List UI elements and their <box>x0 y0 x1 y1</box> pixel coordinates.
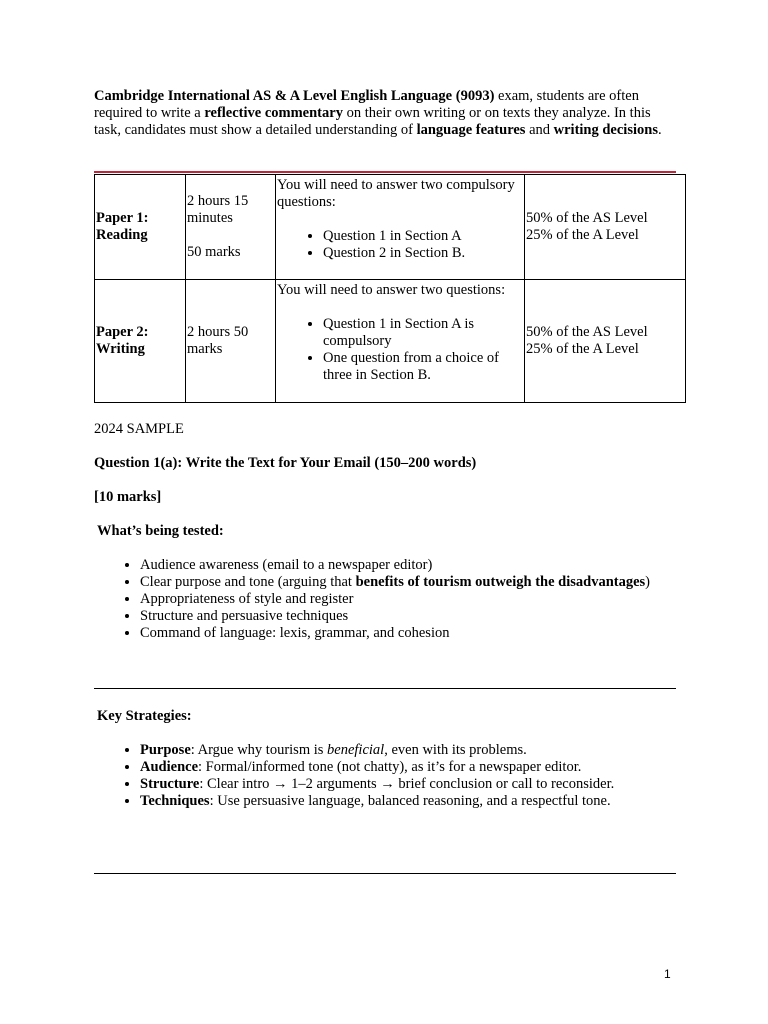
marks-text: 50 marks <box>187 244 241 260</box>
strategies-section <box>94 708 676 810</box>
sample-label: 2024 SAMPLE <box>94 421 184 437</box>
weight-a: 25% of the A Level <box>526 227 639 243</box>
strategy-text: , even with its problems. <box>384 742 527 758</box>
list-item: • Audience awareness (email to a newspaper editor) <box>140 557 676 574</box>
list-item <box>140 574 676 591</box>
list-item-bold: benefits of tourism outweigh the disadvantages <box>355 574 646 590</box>
exam-name: Cambridge International AS & A Level English Language (9093) <box>94 88 495 104</box>
strategy-italic: beneficial <box>327 742 385 758</box>
intro-bold-writing: writing decisions <box>553 122 658 138</box>
list-item: • Question 1 in Section A is compulsory <box>323 316 523 350</box>
strategy-text: : Argue why tourism is <box>190 742 328 758</box>
list-item: • Question 2 in Section B. <box>323 245 523 262</box>
list-item <box>140 776 676 793</box>
strategy-label: Techniques <box>140 793 210 809</box>
strategy-text: : Formal/informed tone (not chatty), as it’s for a newspaper editor. <box>198 759 582 775</box>
divider <box>94 873 676 874</box>
tested-list <box>94 557 676 642</box>
question-title: Question 1(a): Write the Text for Your Email (150–200 words) <box>94 455 477 471</box>
marks-label: [10 marks] <box>94 489 162 505</box>
intro-text-3: and <box>525 122 554 138</box>
strategy-label: Purpose <box>140 742 191 758</box>
list-item <box>140 742 676 759</box>
paper-name: Paper 2: Writing <box>95 280 186 403</box>
divider <box>94 688 676 689</box>
list-item-text: ) <box>645 574 651 590</box>
list-item: • Question 1 in Section A <box>323 228 523 245</box>
table-row <box>95 175 686 280</box>
list-item: • One question from a choice of three in Section B. <box>323 350 523 384</box>
intro-paragraph <box>94 88 676 139</box>
paper-weighting <box>525 175 686 280</box>
question-list <box>277 316 523 384</box>
question-list <box>277 228 523 262</box>
list-item: • Structure and persuasive techniques <box>140 608 676 625</box>
paper-duration: 2 hours 50 marks <box>186 280 276 403</box>
paper-duration <box>186 175 276 280</box>
strategies-list <box>94 742 676 810</box>
intro-text-2: on their own writing or on texts they analyze. In this task, candidates must show a detailed understanding of <box>94 105 651 138</box>
table-bottom-rule <box>94 402 676 403</box>
tested-heading: What’s being tested: <box>97 523 224 539</box>
instruction-text: You will need to answer two questions: <box>277 282 506 298</box>
paper-instructions <box>276 280 525 403</box>
weight-as: 50% of the AS Level <box>526 210 648 226</box>
table-row <box>95 280 686 403</box>
list-item: • Appropriateness of style and register <box>140 591 676 608</box>
strategy-text: : Clear intro → 1–2 arguments → brief conclusion or call to reconsider. <box>199 776 615 792</box>
tested-section <box>94 523 676 642</box>
intro-bold-language: language features <box>416 122 526 138</box>
weight-as: 50% of the AS Level <box>526 324 648 340</box>
paper-instructions <box>276 175 525 280</box>
exam-papers-table <box>94 174 686 403</box>
strategy-text: : Use persuasive language, balanced reasoning, and a respectful tone. <box>209 793 611 809</box>
paper-weighting <box>525 280 686 403</box>
intro-text-end: . <box>657 122 662 138</box>
duration-text: 2 hours 15 minutes <box>187 193 249 226</box>
page-number: 1 <box>664 967 671 981</box>
weight-a: 25% of the A Level <box>526 341 639 357</box>
list-item: • Command of language: lexis, grammar, and cohesion <box>140 625 676 642</box>
intro-bold-reflective: reflective commentary <box>204 105 343 121</box>
list-item <box>140 793 676 810</box>
instruction-text: You will need to answer two compulsory questions: <box>277 177 515 210</box>
strategies-heading: Key Strategies: <box>97 708 192 724</box>
list-item <box>140 759 676 776</box>
intro-text-1: exam, students are often required to write a <box>94 88 639 121</box>
strategy-label: Audience <box>140 759 198 775</box>
strategy-label: Structure <box>140 776 200 792</box>
table-top-rule <box>94 171 676 173</box>
list-item-text: Clear purpose and tone (arguing that <box>140 574 356 590</box>
paper-name: Paper 1: Reading <box>95 175 186 280</box>
